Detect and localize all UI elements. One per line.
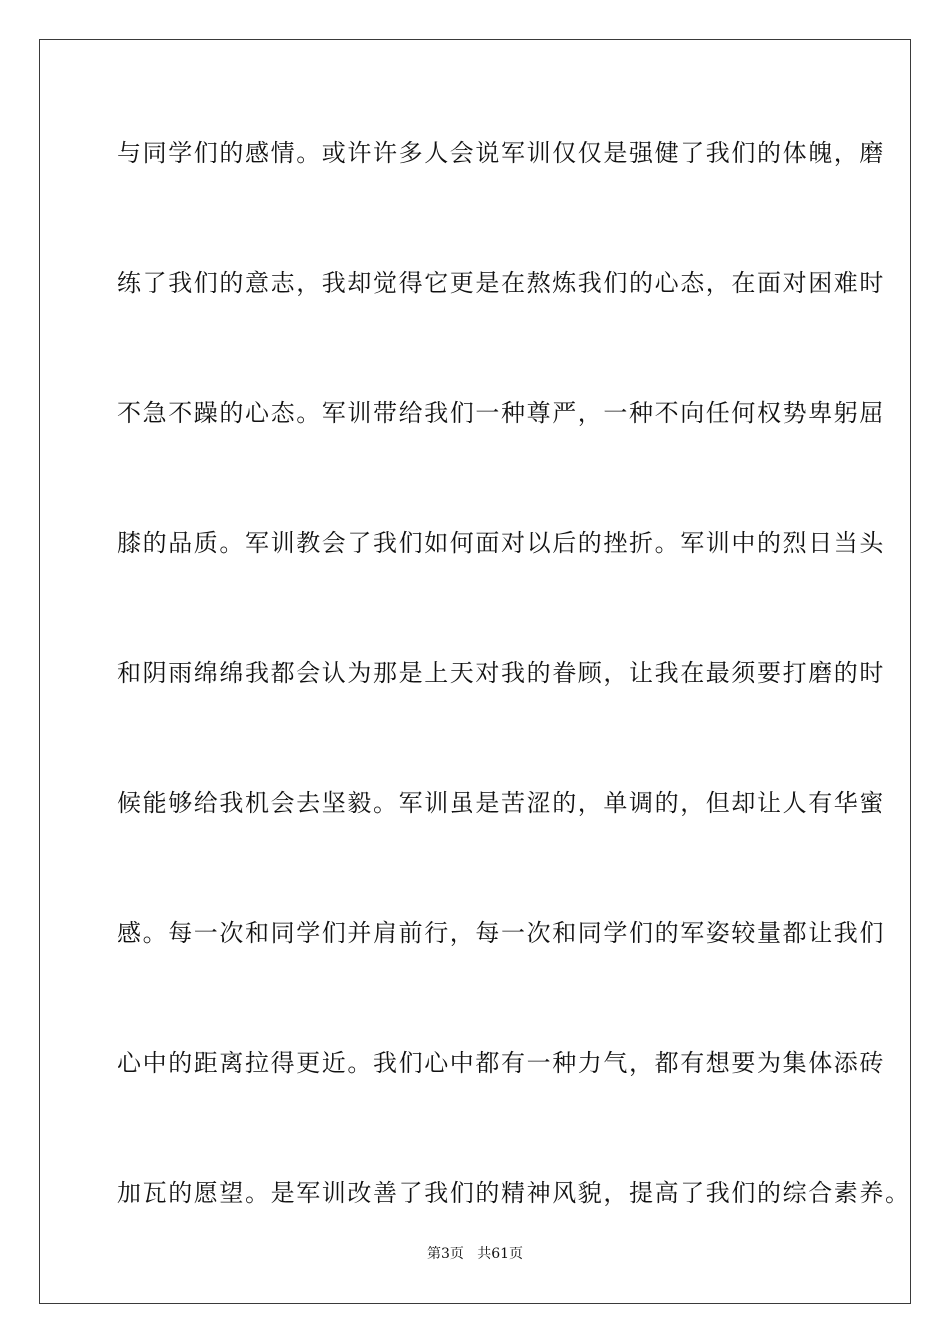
text-line-6: 候能够给我机会去坚毅。军训虽是苦涩的，单调的，但却让人有华蜜 bbox=[117, 789, 885, 817]
page-number-footer: 第3页 共61页 bbox=[426, 1246, 524, 1262]
document-body bbox=[117, 131, 911, 1216]
text-line-1: 与同学们的感情。或许许多人会说军训仅仅是强健了我们的体魄，磨 bbox=[117, 139, 885, 167]
text-line-7: 感。每一次和同学们并肩前行，每一次和同学们的军姿较量都让我们 bbox=[117, 919, 885, 947]
text-line-3: 不急不躁的心态。军训带给我们一种尊严，一种不向任何权势卑躬屈 bbox=[117, 399, 885, 427]
text-line-9: 加瓦的愿望。是军训改善了我们的精神风貌，提高了我们的综合素养。 bbox=[117, 1179, 911, 1207]
text-line-5: 和阴雨绵绵我都会认为那是上天对我的眷顾，让我在最须要打磨的时 bbox=[117, 659, 885, 687]
text-line-4: 膝的品质。军训教会了我们如何面对以后的挫折。军训中的烈日当头 bbox=[117, 529, 885, 557]
text-line-8: 心中的距离拉得更近。我们心中都有一种力气，都有想要为集体添砖 bbox=[117, 1049, 885, 1077]
text-line-2: 练了我们的意志，我却觉得它更是在熬炼我们的心态，在面对困难时 bbox=[117, 269, 885, 297]
